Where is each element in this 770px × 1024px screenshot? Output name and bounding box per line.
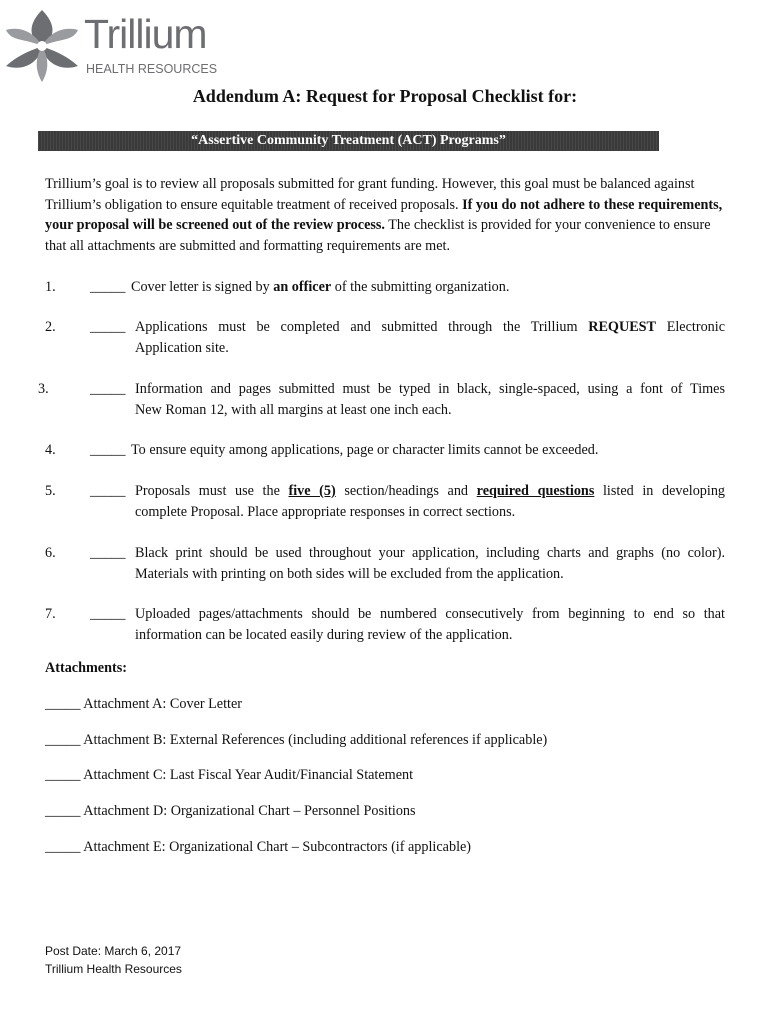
- item-number: 4.: [45, 442, 56, 458]
- item-check-blank: _____: [90, 279, 126, 295]
- item-number: 3.: [38, 381, 49, 397]
- program-banner: “Assertive Community Treatment (ACT) Programs”: [38, 131, 659, 151]
- item-text: To ensure equity among applications, page or character limits cannot be exceeded.: [131, 442, 599, 458]
- page-footer: [45, 942, 182, 978]
- footer-org: Trillium Health Resources: [45, 962, 182, 976]
- item-text: Applications must be completed and submitted through the Trillium REQUEST Electronic Application site.: [135, 319, 725, 356]
- item-check-blank: _____: [90, 606, 126, 622]
- item-number: 7.: [45, 606, 56, 622]
- item-check-blank: _____: [90, 442, 126, 458]
- item-number: 1.: [45, 279, 56, 295]
- intro-paragraph: [45, 174, 735, 256]
- item-number: 5.: [45, 483, 56, 499]
- attachment-item: _____ Attachment D: Organizational Chart – Personnel Positions: [45, 803, 416, 819]
- attachment-item: _____ Attachment B: External References (including additional references if applicable): [45, 732, 548, 748]
- trillium-flower-logo-icon: [4, 8, 80, 84]
- item-check-blank: _____: [90, 545, 126, 561]
- item-text: Cover letter is signed by an officer of the submitting organization.: [131, 279, 510, 295]
- intro-text-2: The checklist is provided for your convenience to ensure that all attachments are submitted and formatting requirements are met.: [45, 217, 711, 254]
- intro-text-1: Trillium’s goal is to review all proposals submitted for grant funding. However, this goal must be balanced against Trillium’s obligation to ensure equitable treatment of received proposals.: [45, 176, 695, 213]
- item-text: Proposals must use the five (5) section/headings and required questions listed in developing complete Proposal. Place appropriate responses in correct sections.: [135, 483, 726, 520]
- document-title: Addendum A: Request for Proposal Checklist for:: [192, 86, 578, 106]
- logo-subtitle: HEALTH RESOURCES: [86, 62, 218, 76]
- item-text: Black print should be used throughout your application, including charts and graphs (no color). Materials with printing on both sides will be excluded from the application.: [135, 545, 725, 582]
- item-check-blank: _____: [90, 483, 126, 499]
- trillium-logo: [4, 8, 218, 86]
- attachment-item: _____ Attachment A: Cover Letter: [45, 696, 243, 712]
- item-check-blank: _____: [90, 381, 126, 397]
- intro-warning: If you do not adhere to these requirements, your proposal will be screened out of the review process.: [45, 196, 723, 233]
- item-number: 2.: [45, 319, 56, 335]
- attachment-item: _____ Attachment E: Organizational Chart – Subcontractors (if applicable): [45, 839, 472, 855]
- logo-wordmark: Trillium: [84, 11, 207, 57]
- post-date: Post Date: March 6, 2017: [45, 944, 182, 958]
- item-text: Uploaded pages/attachments should be numbered consecutively from beginning to end so that information can be located easily during review of the application.: [135, 606, 725, 643]
- item-check-blank: _____: [90, 319, 126, 335]
- attachments-heading: Attachments:: [45, 660, 127, 676]
- item-text: Information and pages submitted must be typed in black, single-spaced, using a font of Times New Roman 12, with all margins at least one inch each.: [135, 381, 725, 418]
- attachment-item: _____ Attachment C: Last Fiscal Year Audit/Financial Statement: [45, 767, 414, 783]
- item-number: 6.: [45, 545, 56, 561]
